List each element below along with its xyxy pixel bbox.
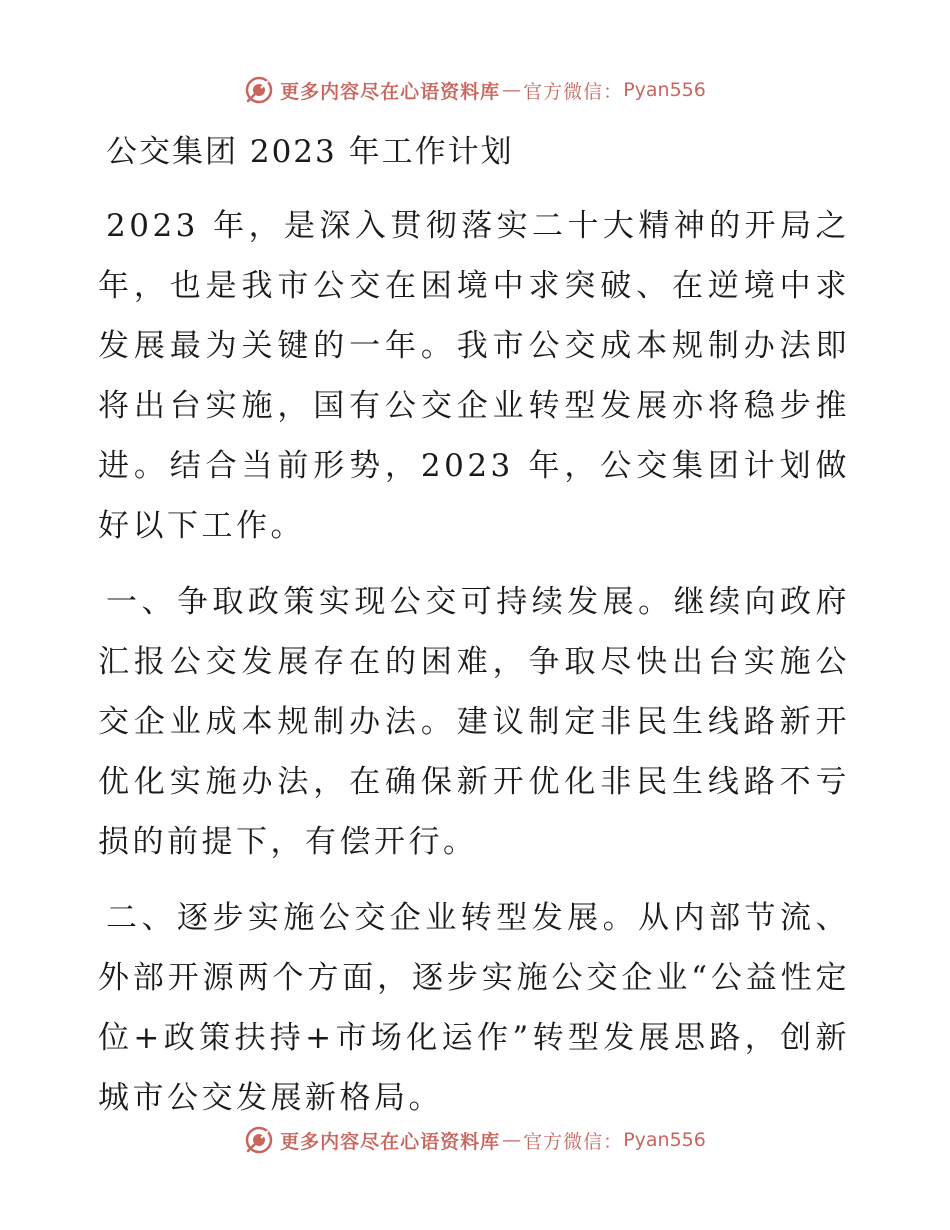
- brand-logo-icon: [244, 1125, 274, 1155]
- watermark-account: Pyan556: [623, 79, 706, 101]
- paragraph-intro: 2023 年，是深入贯彻落实二十大精神的开局之年，也是我市公交在困境中求突破、在逆境中求发展最为关键的一年。我市公交成本规制办法即将出台实施，国有公交企业转型发展亦将稳步推进。结合当前形势，2023 年，公交集团计划做好以下工作。: [98, 208, 850, 544]
- document-title: 公交集团 2023 年工作计划: [106, 134, 514, 170]
- watermark-separator: —: [502, 79, 522, 101]
- paragraph-section-1: 一、争取政策实现公交可持续发展。继续向政府汇报公交发展存在的困难，争取尽快出台实施公交企业成本规制办法。建议制定非民生线路新开优化实施办法，在确保新开优化非民生线路不亏损的前提下，有偿开行。: [98, 584, 850, 860]
- document-body: [98, 196, 850, 1144]
- header-watermark: [0, 70, 950, 110]
- brand-logo-icon: [244, 75, 274, 105]
- watermark-account: Pyan556: [623, 1129, 706, 1151]
- watermark-brand: 更多内容尽在心语资料库: [280, 1130, 501, 1153]
- watermark-channel: 官方微信：: [523, 1130, 624, 1153]
- watermark-brand: 更多内容尽在心语资料库: [280, 80, 501, 103]
- paragraph-section-2: 二、逐步实施公交企业转型发展。从内部节流、外部开源两个方面，逐步实施公交企业“公益性定位+政策扶持+市场化运作”转型发展思路，创新城市公交发展新格局。: [98, 900, 850, 1116]
- footer-watermark: [0, 1120, 950, 1160]
- watermark-channel: 官方微信：: [523, 80, 624, 103]
- watermark-separator: —: [502, 1129, 522, 1151]
